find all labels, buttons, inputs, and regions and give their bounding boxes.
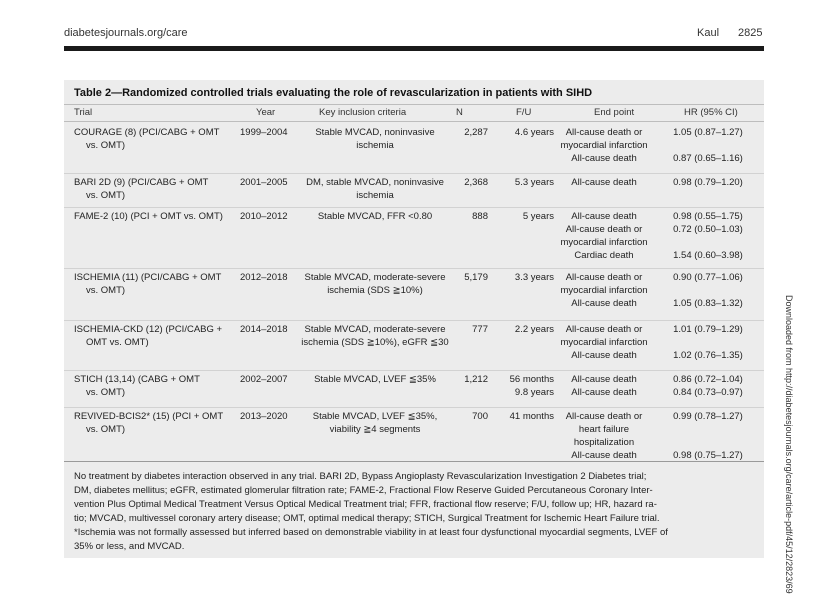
follow-up: 5 years [522,211,554,222]
follow-up: 56 months [509,374,554,385]
journal-url: diabetesjournals.org/care [64,27,188,39]
table-title: Table 2—Randomized controlled trials evaluating the role of revascularization in patients with SIHD [74,87,593,99]
col-header-trial: Trial [74,107,93,118]
end-point: All-cause death [571,298,637,309]
trial-name: vs. OMT) [86,140,126,151]
end-point: All-cause death [571,153,637,164]
table-row [64,370,764,408]
end-point: All-cause death [571,450,637,461]
end-point: hospitalization [573,437,635,448]
end-point: All-cause death or [565,272,643,283]
trial-year: 2014–2018 [240,324,288,335]
inclusion-criteria: ischemia [356,190,394,201]
trial-name: BARI 2D (9) (PCI/CABG + OMT [74,177,209,188]
trial-name: vs. OMT) [86,387,126,398]
hazard-ratio: 1.02 (0.76–1.35) [673,350,743,361]
end-point: myocardial infarction [560,285,648,296]
download-side-note: Downloaded from http://diabetesjournals.org/care/article-pdf/45/12/2823/69 [784,295,794,594]
hazard-ratio: 0.90 (0.77–1.06) [673,272,743,283]
hazard-ratio: 1.05 (0.87–1.27) [673,127,743,138]
end-point: heart failure [578,424,630,435]
page-number: 2825 [738,27,763,39]
table-row [64,207,764,269]
trial-name: REVIVED-BCIS2* (15) (PCI + OMT [74,411,224,422]
trial-year: 1999–2004 [240,127,288,138]
hazard-ratio: 0.98 (0.55–1.75) [673,211,743,222]
end-point: All-cause death [571,211,637,222]
hazard-ratio: 0.72 (0.50–1.03) [673,224,743,235]
sample-size: 2,368 [464,177,488,188]
end-point: All-cause death or [565,411,643,422]
author-name: Kaul [697,27,720,39]
trial-name: FAME-2 (10) (PCI + OMT vs. OMT) [74,211,223,222]
inclusion-criteria: viability ≧4 segments [329,424,421,435]
end-point: myocardial infarction [560,337,648,348]
col-header-year: Year [256,107,276,118]
sample-size: 700 [472,411,488,422]
hazard-ratio: 1.05 (0.83–1.32) [673,298,743,309]
footnote-line: vention Plus Optimal Medical Treatment Versus Optical Medical Treatment trial; FFR, fractional flow reserve; F/U, follow up; HR, hazard ra- [74,499,657,510]
inclusion-criteria: ischemia [356,140,394,151]
trial-name: vs. OMT) [86,424,126,435]
trial-year: 2001–2005 [240,177,288,188]
footnote-line: DM, diabetes mellitus; eGFR, estimated glomerular filtration rate; FAME-2, Fractional Flow Reserve Guided Percutaneous Coronary Inter- [74,485,653,496]
header-rule [64,46,764,51]
table-row [64,407,764,462]
hazard-ratio: 1.54 (0.60–3.98) [673,250,743,261]
inclusion-criteria: ischemia (SDS ≧10%) [327,285,423,296]
end-point: All-cause death [571,177,637,188]
trial-year: 2013–2020 [240,411,288,422]
table-footnote [74,470,754,554]
inclusion-criteria: DM, stable MVCAD, noninvasive [306,177,444,188]
footnote-line: No treatment by diabetes interaction observed in any trial. BARI 2D, Bypass Angioplasty Revascularization Investigation 2 Diabetes trial; [74,471,647,482]
footnote-line: tio; MVCAD, multivessel coronary artery disease; OMT, optimal medical therapy; STICH, Surgical Treatment for Ischemic Heart Failure trial. [74,513,660,524]
end-point: All-cause death [571,387,637,398]
follow-up: 5.3 years [514,177,554,188]
table-header-row [64,104,764,122]
inclusion-criteria: ischemia (SDS ≧10%), eGFR ≦30 [301,337,449,348]
hazard-ratio: 0.99 (0.78–1.27) [673,411,743,422]
col-header-criteria: Key inclusion criteria [319,107,407,118]
follow-up: 41 months [509,411,554,422]
trial-year: 2012–2018 [240,272,288,283]
hazard-ratio: 0.98 (0.79–1.20) [673,177,743,188]
footnote-line: *Ischemia was not formally assessed but inferred based on demonstrable viability in at least four dysfunctional myocardial segments, LVEF of [74,527,668,538]
follow-up: 3.3 years [514,272,554,283]
end-point: All-cause death or [565,324,643,335]
trial-name: STICH (13,14) (CABG + OMT [74,374,200,385]
col-header-endpoint: End point [594,107,635,118]
trial-name: vs. OMT) [86,285,126,296]
hazard-ratio: 1.01 (0.79–1.29) [673,324,743,335]
footnote-line: 35% or less, and MVCAD. [74,541,185,552]
end-point: Cardiac death [574,250,634,261]
sample-size: 777 [472,324,488,335]
sample-size: 2,287 [464,127,488,138]
table-row [64,268,764,321]
inclusion-criteria: Stable MVCAD, noninvasive [315,127,435,138]
inclusion-criteria: Stable MVCAD, moderate-severe [304,324,446,335]
inclusion-criteria: Stable MVCAD, FFR <0.80 [317,211,433,222]
end-point: All-cause death [571,350,637,361]
inclusion-criteria: Stable MVCAD, LVEF ≦35% [314,374,436,385]
trial-year: 2002–2007 [240,374,288,385]
end-point: myocardial infarction [560,140,648,151]
trial-name: OMT vs. OMT) [86,337,149,348]
inclusion-criteria: Stable MVCAD, moderate-severe [304,272,446,283]
trial-name: ISCHEMIA-CKD (12) (PCI/CABG + [74,324,223,335]
trial-year: 2010–2012 [240,211,288,222]
hazard-ratio: 0.98 (0.75–1.27) [673,450,743,461]
end-point: myocardial infarction [560,237,648,248]
follow-up: 2.2 years [514,324,554,335]
hazard-ratio: 0.87 (0.65–1.16) [673,153,743,164]
trial-name: COURAGE (8) (PCI/CABG + OMT [74,127,220,138]
table-row [64,123,764,174]
trial-name: vs. OMT) [86,190,126,201]
col-header-fu: F/U [516,107,532,118]
hazard-ratio: 0.86 (0.72–1.04) [673,374,743,385]
trial-name: ISCHEMIA (11) (PCI/CABG + OMT [74,272,222,283]
sample-size: 888 [472,211,488,222]
hazard-ratio: 0.84 (0.73–0.97) [673,387,743,398]
sample-size: 5,179 [464,272,488,283]
col-header-hr: HR (95% CI) [684,107,738,118]
follow-up: 4.6 years [514,127,554,138]
inclusion-criteria: Stable MVCAD, LVEF ≦35%, [312,411,438,422]
end-point: All-cause death [571,374,637,385]
col-header-n: N [456,107,463,118]
follow-up: 9.8 years [514,387,554,398]
end-point: All-cause death or [565,224,643,235]
table-panel [64,80,764,558]
end-point: All-cause death or [565,127,643,138]
sample-size: 1,212 [464,374,488,385]
table-row [64,320,764,371]
table-row [64,173,764,208]
